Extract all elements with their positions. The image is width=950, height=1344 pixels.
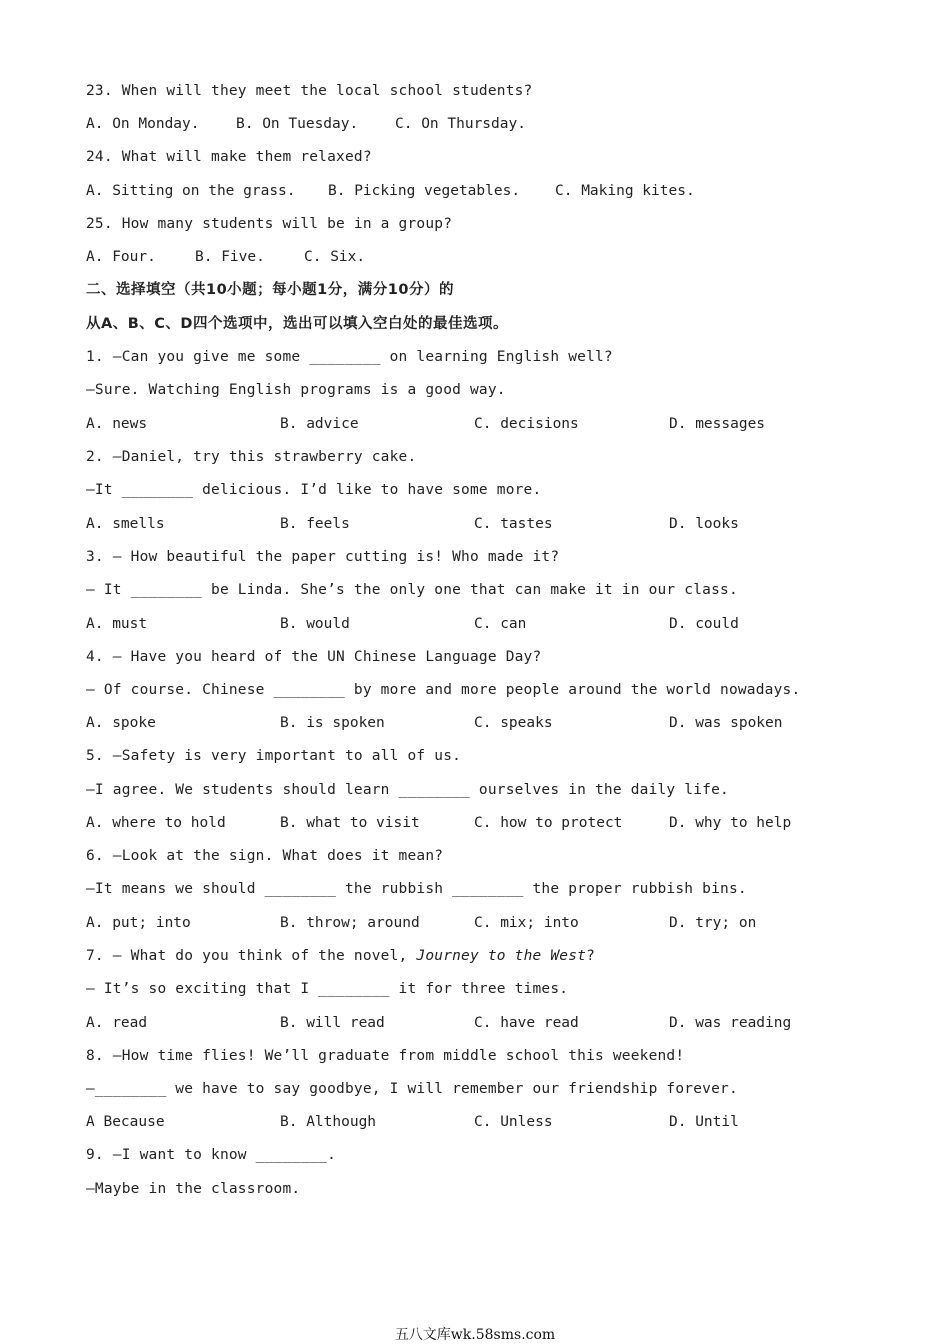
option-c: C. speaks: [474, 715, 553, 731]
q6-line2: —It means we should ________ the rubbish ________ the proper rubbish bins.: [86, 881, 747, 897]
option-c: C. have read: [474, 1015, 579, 1031]
option-c: C. Making kites.: [555, 183, 695, 199]
option-c: C. decisions: [474, 416, 579, 432]
option-a: A. Sitting on the grass.: [86, 183, 296, 199]
option-b: B. will read: [280, 1015, 385, 1031]
q7-line1: [86, 946, 595, 966]
option-c: C. Unless: [474, 1114, 553, 1130]
option-a: A. Four.: [86, 249, 156, 265]
option-b: B. advice: [280, 416, 359, 432]
option-a: A. On Monday.: [86, 116, 200, 132]
option-c: C. how to protect: [474, 815, 623, 831]
option-d: D. why to help: [669, 815, 792, 831]
option-b: B. Five.: [195, 249, 265, 265]
option-b: B. is spoken: [280, 715, 385, 731]
option-b: B. Picking vegetables.: [328, 183, 521, 199]
option-d: D. try; on: [669, 915, 757, 931]
option-c: C. can: [474, 616, 527, 632]
option-a: A Because: [86, 1114, 165, 1130]
option-b: B. feels: [280, 516, 350, 532]
q7-line2: — It’s so exciting that I ________ it for three times.: [86, 981, 569, 997]
question-23: 23. When will they meet the local school students?: [86, 83, 533, 99]
option-b: B. Although: [280, 1114, 377, 1130]
q3-line1: 3. — How beautiful the paper cutting is! Who made it?: [86, 549, 560, 565]
q2-line2: —It ________ delicious. I’d like to have some more.: [86, 482, 542, 498]
option-d: D. could: [669, 616, 739, 632]
q5-line1: 5. —Safety is very important to all of us.: [86, 748, 462, 764]
option-c: C. mix; into: [474, 915, 579, 931]
q5-line2: —I agree. We students should learn ________ ourselves in the daily life.: [86, 782, 729, 798]
q7-text-post: ?: [586, 948, 596, 964]
option-c: C. tastes: [474, 516, 553, 532]
option-d: D. looks: [669, 516, 739, 532]
option-b: B. would: [280, 616, 350, 632]
q7-novel-title: Journey to the West: [416, 948, 587, 964]
option-d: D. was spoken: [669, 715, 783, 731]
q7-text-pre: 7. — What do you think of the novel,: [86, 948, 417, 964]
option-a: A. put; into: [86, 915, 191, 931]
option-c: C. Six.: [304, 249, 366, 265]
q3-line2: — It ________ be Linda. She’s the only one that can make it in our class.: [86, 582, 738, 598]
option-a: A. spoke: [86, 715, 156, 731]
q1-line1: 1. —Can you give me some ________ on learning English well?: [86, 349, 613, 365]
q2-line1: 2. —Daniel, try this strawberry cake.: [86, 449, 417, 465]
option-d: D. was reading: [669, 1015, 792, 1031]
option-c: C. On Thursday.: [395, 116, 526, 132]
q4-line1: 4. — Have you heard of the UN Chinese Language Day?: [86, 649, 542, 665]
option-a: A. read: [86, 1015, 148, 1031]
section-title: 二、选择填空（共10小题；每小题1分，满分10分）的: [86, 282, 454, 298]
option-a: A. must: [86, 616, 148, 632]
option-b: B. throw; around: [280, 915, 420, 931]
q9-line1: 9. —I want to know ________.: [86, 1147, 337, 1163]
q9-line2: —Maybe in the classroom.: [86, 1181, 301, 1197]
footer-watermark: 五八文库wk.58sms.com: [394, 1327, 556, 1343]
section-instruction: 从A、B、C、D四个选项中，选出可以填入空白处的最佳选项。: [86, 316, 508, 332]
option-a: A. smells: [86, 516, 165, 532]
question-24: 24. What will make them relaxed?: [86, 149, 372, 165]
option-d: D. messages: [669, 416, 766, 432]
question-25: 25. How many students will be in a group?: [86, 216, 453, 232]
q6-line1: 6. —Look at the sign. What does it mean?: [86, 848, 444, 864]
option-b: B. what to visit: [280, 815, 420, 831]
q4-line2: — Of course. Chinese ________ by more and more people around the world nowadays.: [86, 682, 801, 698]
option-a: A. news: [86, 416, 148, 432]
option-a: A. where to hold: [86, 815, 226, 831]
option-d: D. Until: [669, 1114, 739, 1130]
q8-line1: 8. —How time flies! We’ll graduate from middle school this weekend!: [86, 1048, 685, 1064]
q1-line2: —Sure. Watching English programs is a good way.: [86, 382, 506, 398]
q8-line2: —________ we have to say goodbye, I will remember our friendship forever.: [86, 1081, 738, 1097]
option-b: B. On Tuesday.: [236, 116, 359, 132]
